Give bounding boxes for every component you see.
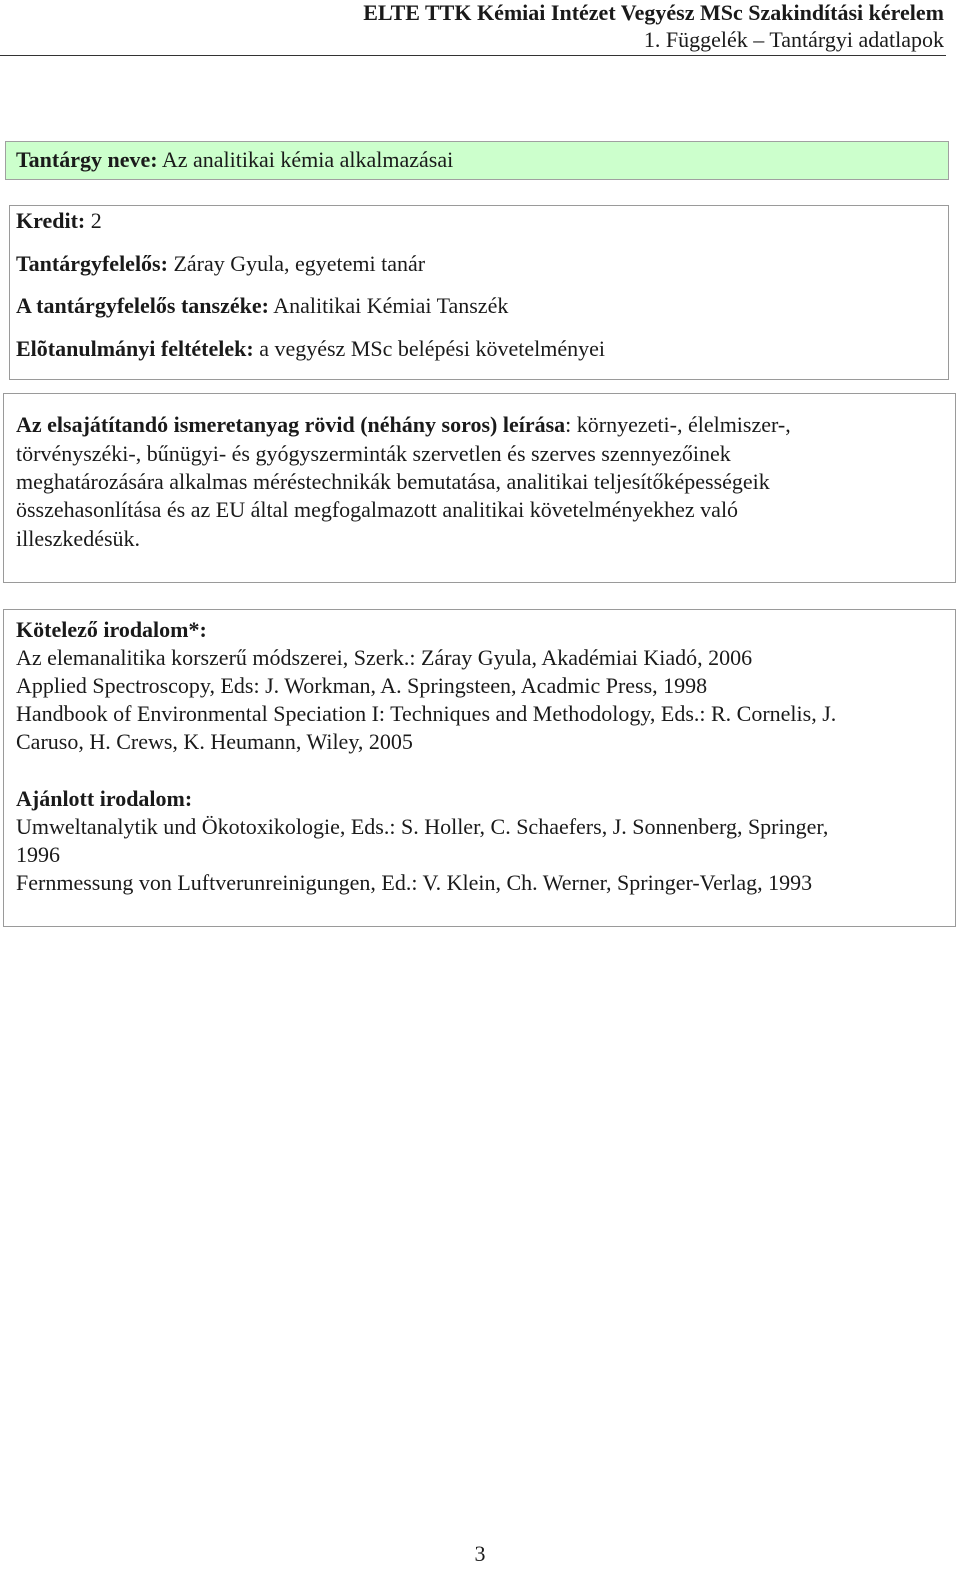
course-name-label: Tantárgy neve: — [16, 147, 158, 172]
course-name-value: Az analitikai kémia alkalmazásai — [157, 147, 454, 172]
required-literature-item: Az elemanalitika korszerű módszerei, Szerk.: Záray Gyula, Akadémiai Kiadó, 2006 — [16, 645, 753, 670]
course-name-line — [16, 146, 453, 174]
recommended-literature-item: Fernmessung von Luftverunreinigungen, Ed.: V. Klein, Ch. Werner, Springer-Verlag, 1993 — [16, 870, 813, 895]
description-line-1 — [16, 411, 791, 439]
prerequisite-value: a vegyész MSc belépési követelményei — [253, 336, 605, 361]
department-label: A tantárgyfelelős tanszéke: — [16, 293, 269, 318]
department-value: Analitikai Kémiai Tanszék — [268, 293, 509, 318]
kredit-value: 2 — [85, 208, 102, 233]
course-info-box — [9, 205, 949, 380]
responsible-value: Záray Gyula, egyetemi tanár — [167, 251, 426, 276]
responsible-line — [16, 250, 425, 278]
responsible-label: Tantárgyfelelős: — [16, 251, 168, 276]
recommended-literature-item: Umweltanalytik und Ökotoxikologie, Eds.: S. Holler, C. Schaefers, J. Sonnenberg, Springer, — [16, 814, 829, 839]
course-name-box — [5, 141, 949, 180]
recommended-literature-item: 1996 — [16, 842, 60, 867]
page-number: 3 — [474, 1541, 486, 1566]
kredit-label: Kredit: — [16, 208, 86, 233]
prerequisite-label: Elõtanulmányi feltételek: — [16, 336, 254, 361]
kredit-line — [16, 207, 102, 235]
description-box — [3, 393, 956, 583]
prerequisite-line — [16, 335, 605, 363]
header-rule — [0, 55, 946, 56]
description-line-4: összehasonlítása és az EU által megfogalmazott analitikai követelményekhez való — [16, 497, 739, 522]
description-line-2: törvényszéki-, bűnügyi- és gyógyszerminták szervetlen és szerves szennyezőinek — [16, 441, 731, 466]
literature-box — [3, 609, 956, 927]
recommended-literature-heading: Ajánlott irodalom: — [16, 786, 193, 811]
description-line-5: illeszkedésük. — [16, 526, 141, 551]
document-header-subtitle: 1. Függelék – Tantárgyi adatlapok — [643, 27, 944, 52]
required-literature-item: Caruso, H. Crews, K. Heumann, Wiley, 2005 — [16, 729, 413, 754]
description-line-3: meghatározására alkalmas méréstechnikák bemutatása, analitikai teljesítőképességeik — [16, 469, 770, 494]
required-literature-item: Applied Spectroscopy, Eds: J. Workman, A. Springsteen, Acadmic Press, 1998 — [16, 673, 708, 698]
description-text-1: : környezeti-, élelmiszer-, — [565, 412, 791, 437]
description-label: Az elsajátítandó ismeretanyag rövid (néhány soros) leírása — [16, 412, 566, 437]
department-line — [16, 292, 508, 320]
document-header-title: ELTE TTK Kémiai Intézet Vegyész MSc Szakindítási kérelem — [363, 0, 944, 25]
required-literature-item: Handbook of Environmental Speciation I: Techniques and Methodology, Eds.: R. Cornelis, J. — [16, 701, 837, 726]
required-literature-heading: Kötelező irodalom*: — [16, 617, 207, 642]
